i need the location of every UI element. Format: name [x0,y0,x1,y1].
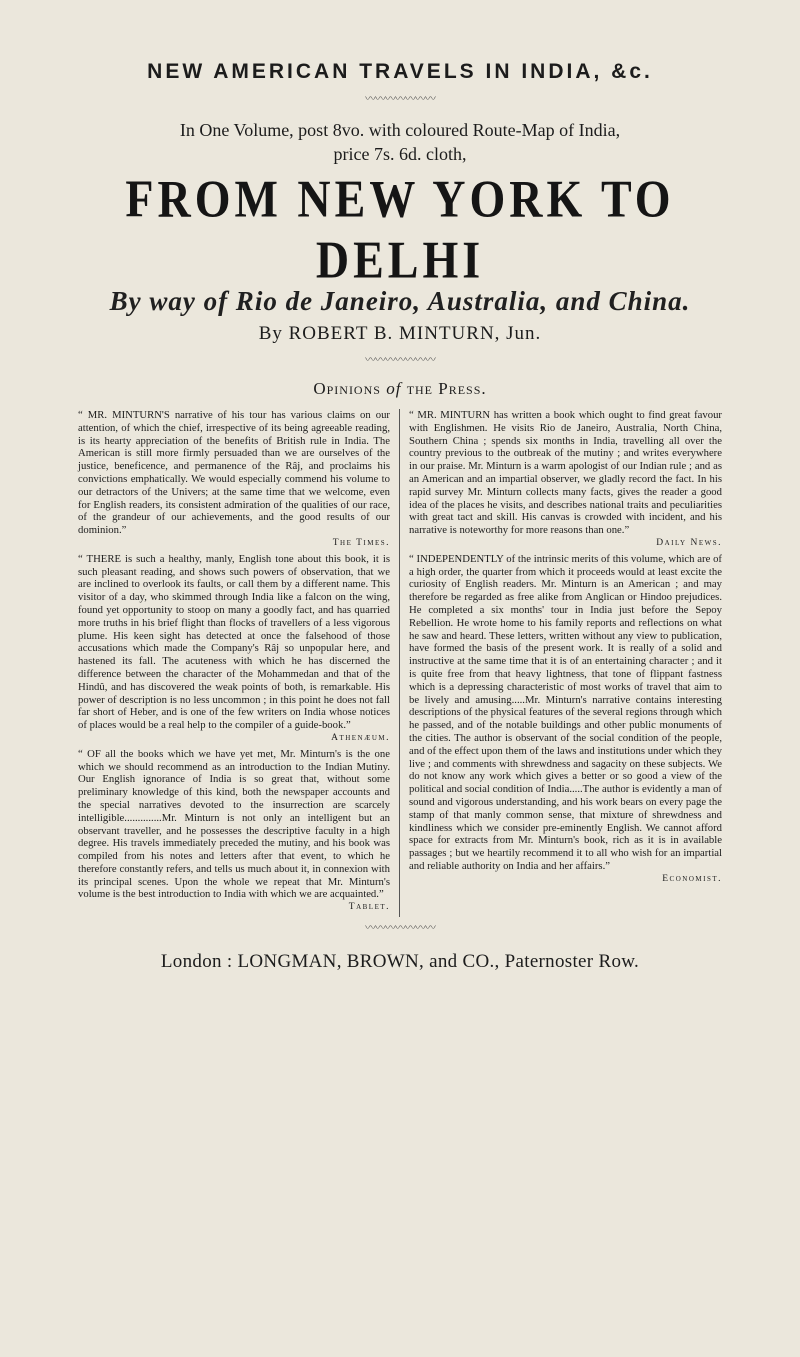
review-text: “ MR. MINTURN has written a book which ought to find great favour with Englishmen. He visits Rio de Janeiro, Australia, North China, Southern China ; spends six months in India, travelling all over the country previous to the outbreak of the mutiny ; and writes everywhere in our praise. Mr. Minturn is a warm apologist of our Indian rule ; and as an American and an impartial observer, we gladly record the fact. In his rapid survey Mr. Minturn collects many facts, gives the reader a good idea of the places he visits, and describes national traits and peculiarities with great tact and skill. His canvas is crowded with incident, and his narrative is noteworthy for more reasons than one.” [409,409,722,537]
book-author: By ROBERT B. MINTURN, Jun. [258,323,542,344]
review-economist [409,553,722,886]
ornament-divider-3: 〰〰〰〰〰〰〰 [365,922,435,935]
opinions-heading [78,379,722,399]
reviews-left-column [78,409,400,917]
review-source: The Times. [332,537,390,548]
review-source: Tablet. [348,902,390,913]
subtitle-line-2: price 7s. 6d. cloth, [333,144,467,164]
ornament-divider: 〰〰〰〰〰〰〰 [365,93,435,105]
reviews-right-column [400,409,722,917]
review-source: Economist. [662,873,722,884]
subtitle-line-1: In One Volume, post 8vo. with coloured Route-Map of India, [179,120,621,140]
review-tablet [78,748,390,914]
publisher-imprint: London : LONGMAN, BROWN, and CO., Paternoster Row. [160,951,640,973]
reviews-columns [78,409,722,917]
review-times [78,409,390,550]
review-text: “ THERE is such a healthy, manly, English tone about this book, it is such pleasant reading, and shows such powers of observation, that we are inclined to overlook its faults, or call them by a different name. This visitor of a day, who skimmed through India like a falcon on the wing, found yet opportunity to stoop on many a goodly fact, and has quarried more truths in his brief flight than flocks of travellers of a less vigorous plume. His keen sight has detected at once the falsehood of those accusations which made the Company's Râj so unpopular here, and hastened its fall. The acuteness with which he has discerned the difference between the character of the Mohammedan and that of the Hindû, and has discovered the weak points of both, is remarkable. His power of description is no less uncommon ; in this point he does not fall far short of Heber, and is one of the few writers on India whose notices of places would be a real help to the compiler of a guide-book.” [78,552,390,732]
opinions-press: the Press. [406,379,487,398]
review-source: Athenæum. [331,732,390,743]
review-text: “ INDEPENDENTLY of the intrinsic merits of this volume, which are of a high order, the quarter from which it proceeds would at least excite the curiosity of English readers. Mr. Minturn is an American ; and may therefore be regarded as free alike from Anglican or Hindoo prejudices. He completed a six months' tour in India just before the Sepoy Rebellion. He wrote home to his family reports and reflections on what he saw and heard. These letters, written without any view to publication, have formed the basis of the present work. It is really of a solid and instructive at the same time that it is of an entertaining character ; and it is quite free from that heavy lightness, that tone of flippant fastness which is a depressing characteristic of most works of travel that aim to be lively and amusing.....Mr. Minturn's narrative contains interesting descriptions of the physical features of the several regions through which he passed, and of the notable buildings and other public monuments of the cities. The author is observant of the social condition of the people, and of the effect upon them of the laws and institutions under which they live ; and comments with shrewdness and sagacity on these subjects. We do not know any work which gives a better or so good a view of the political and social condition of India.....The author is evidently a man of sound and vigorous understanding, and his work bears on every page the stamp of that manly common sense, that mixture of shrewdness and kindliness which we consider pre-eminently English. We cannot afford space for extracts from Mr. Minturn's book, rich as it is in available passages ; but we heartily recommend it to all who wish for an impartial and reliable authority on India and her affairs.” [409,552,722,872]
opinions-word: Opinions [313,379,381,398]
page-header: NEW AMERICAN TRAVELS IN INDIA, &c. [147,60,653,83]
review-athenaeum [78,553,390,745]
review-text: “ OF all the books which we have yet met, Mr. Minturn's is the one which we should recommend as an introduction to the Indian Mutiny. Our English ignorance of India is so great that, without some preliminary knowledge of this kind, both the newspaper accounts and the special narratives devoted to the insurrection are scarcely intelligible..............Mr. Minturn is not only an intelligent but an observant traveller, and he possesses the descriptive faculty in a high degree. His travels immediately preceded the mutiny, and his book was compiled from his notes and letters after that event, to which he therefore constantly refers, and tells us much about it, in connexion with its principal scenes. Upon the whole we repeat that Mr. Minturn's volume is the best introduction to India with which we are acquainted.” [78,747,390,901]
ornament-divider-2: 〰〰〰〰〰〰〰 [365,354,435,366]
book-title: FROM NEW YORK TO DELHI [125,169,675,289]
review-text: “ MR. MINTURN'S narrative of his tour has various claims on our attention, of which the chief, irrespective of its being agreeable reading, is its hearty appreciation of the benefits of British rule in India. The American is still more firmly persuaded than we are ourselves of the justice, beneficence, and permanence of the Râj, and proclaims his convictions emphatically. We would especially commend his volume to our detractors of the Univers; at the same time that we welcome, even for English readers, its consistent admiration of the qualities of our race, of the grandeur of our achievements, and the good results of our dominion.” [78,409,390,537]
review-source: Daily News. [656,537,722,548]
review-daily-news [409,409,722,550]
book-title-via: By way of Rio de Janeiro, Australia, and China. [109,286,691,316]
opinions-of: of [386,379,402,398]
